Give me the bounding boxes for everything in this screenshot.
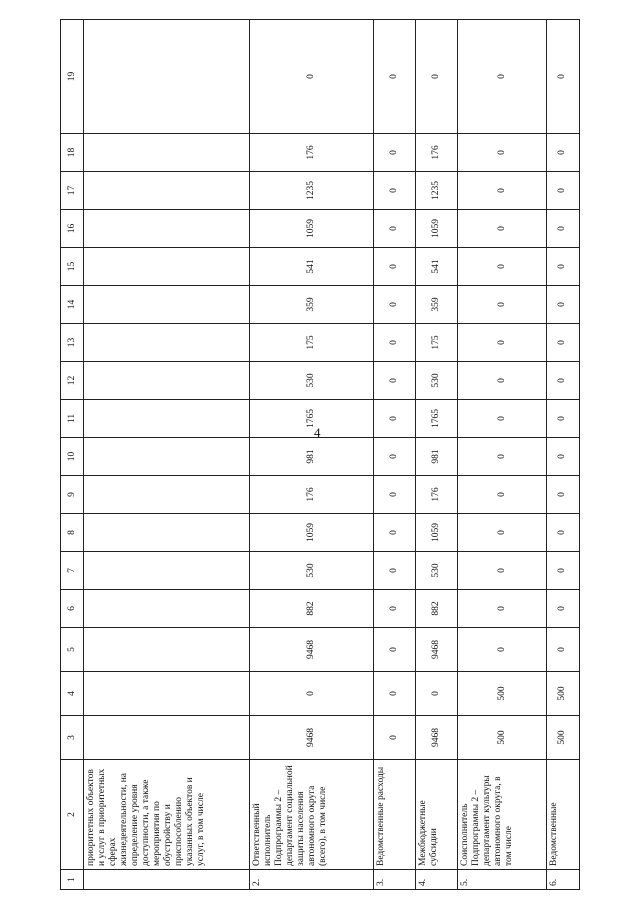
column-number: 13 xyxy=(61,324,84,362)
value-cell: 1235 xyxy=(250,172,374,210)
budget-table xyxy=(60,19,580,890)
value-cell: 0 xyxy=(458,172,547,210)
column-number: 8 xyxy=(61,514,84,552)
value-cell: 0 xyxy=(374,438,416,476)
value-cell: 175 xyxy=(416,324,458,362)
value-cell: 0 xyxy=(546,438,579,476)
value-cell: 541 xyxy=(416,248,458,286)
value-cell: 0 xyxy=(546,172,579,210)
row-name: приоритетных объектов и услуг в приоритетных сферах жизнедеятельности, на определение уровня доступности, а также мероприятия по обустройству и приспособлению указанных объектов и услуг, в том числе xyxy=(84,760,250,870)
table-row xyxy=(416,20,458,890)
value-cell xyxy=(84,362,250,400)
column-number: 17 xyxy=(61,172,84,210)
value-cell: 0 xyxy=(374,210,416,248)
value-cell xyxy=(84,438,250,476)
value-cell: 0 xyxy=(546,286,579,324)
value-cell: 9468 xyxy=(250,716,374,760)
row-name: Соисполнитель Подпрограммы 2 – департамент культуры автономного округа, в том числе xyxy=(458,760,547,870)
value-cell: 0 xyxy=(416,672,458,716)
table-body xyxy=(61,20,580,890)
value-cell xyxy=(84,514,250,552)
value-cell: 0 xyxy=(458,438,547,476)
value-cell: 500 xyxy=(546,716,579,760)
value-cell xyxy=(84,286,250,324)
table-row xyxy=(250,20,374,890)
value-cell: 0 xyxy=(546,324,579,362)
row-name: Ответственный исполнитель Подпрограммы 2 – департамент социальной защиты населения автономного округа (всего), в том числе xyxy=(250,760,374,870)
value-cell: 0 xyxy=(546,20,579,134)
column-number: 3 xyxy=(61,716,84,760)
row-name: Ведомственные расходы xyxy=(374,760,416,870)
value-cell: 0 xyxy=(546,514,579,552)
value-cell: 176 xyxy=(416,476,458,514)
column-number: 5 xyxy=(61,628,84,672)
column-number: 7 xyxy=(61,552,84,590)
column-number: 12 xyxy=(61,362,84,400)
column-number: 15 xyxy=(61,248,84,286)
value-cell: 0 xyxy=(546,248,579,286)
value-cell: 0 xyxy=(458,210,547,248)
value-cell: 500 xyxy=(546,672,579,716)
value-cell: 530 xyxy=(416,552,458,590)
value-cell: 0 xyxy=(374,286,416,324)
value-cell: 0 xyxy=(250,20,374,134)
value-cell: 0 xyxy=(546,590,579,628)
value-cell: 882 xyxy=(250,590,374,628)
row-name: Межбюджетные субсидии xyxy=(416,760,458,870)
column-number: 11 xyxy=(61,400,84,438)
value-cell xyxy=(84,324,250,362)
value-cell: 0 xyxy=(250,672,374,716)
row-number: 3. xyxy=(374,870,416,890)
column-number: 10 xyxy=(61,438,84,476)
row-name: Ведомственные xyxy=(546,760,579,870)
value-cell: 0 xyxy=(374,628,416,672)
value-cell xyxy=(84,672,250,716)
value-cell: 0 xyxy=(458,400,547,438)
value-cell: 0 xyxy=(546,628,579,672)
value-cell: 530 xyxy=(250,362,374,400)
table-row xyxy=(458,20,547,890)
column-number: 16 xyxy=(61,210,84,248)
table-row xyxy=(546,20,579,890)
value-cell: 176 xyxy=(250,134,374,172)
value-cell: 359 xyxy=(250,286,374,324)
value-cell: 0 xyxy=(374,248,416,286)
value-cell: 0 xyxy=(374,20,416,134)
value-cell: 0 xyxy=(458,324,547,362)
value-cell: 0 xyxy=(374,476,416,514)
value-cell xyxy=(84,628,250,672)
value-cell: 1059 xyxy=(250,210,374,248)
value-cell: 882 xyxy=(416,590,458,628)
value-cell xyxy=(84,400,250,438)
column-number-row xyxy=(61,20,84,890)
value-cell: 0 xyxy=(546,210,579,248)
value-cell: 0 xyxy=(546,134,579,172)
value-cell: 0 xyxy=(458,362,547,400)
value-cell: 9468 xyxy=(250,628,374,672)
value-cell: 176 xyxy=(416,134,458,172)
value-cell: 0 xyxy=(546,552,579,590)
value-cell xyxy=(84,716,250,760)
value-cell: 0 xyxy=(374,362,416,400)
value-cell: 530 xyxy=(250,552,374,590)
value-cell xyxy=(84,20,250,134)
row-number xyxy=(84,870,250,890)
value-cell: 0 xyxy=(458,134,547,172)
value-cell: 0 xyxy=(458,552,547,590)
value-cell: 1059 xyxy=(416,210,458,248)
value-cell: 0 xyxy=(374,324,416,362)
value-cell: 0 xyxy=(416,20,458,134)
table-row xyxy=(84,20,250,890)
value-cell: 0 xyxy=(546,362,579,400)
value-cell xyxy=(84,248,250,286)
value-cell: 1059 xyxy=(416,514,458,552)
column-number: 1 xyxy=(61,870,84,890)
value-cell: 359 xyxy=(416,286,458,324)
column-number: 4 xyxy=(61,672,84,716)
value-cell: 9468 xyxy=(416,716,458,760)
value-cell xyxy=(84,552,250,590)
value-cell: 1059 xyxy=(250,514,374,552)
row-number: 2. xyxy=(250,870,374,890)
value-cell: 0 xyxy=(546,400,579,438)
value-cell: 0 xyxy=(374,514,416,552)
value-cell: 9468 xyxy=(416,628,458,672)
rotated-table-wrapper xyxy=(60,20,580,890)
row-number: 6. xyxy=(546,870,579,890)
value-cell xyxy=(84,134,250,172)
value-cell: 1765 xyxy=(250,400,374,438)
value-cell: 0 xyxy=(458,286,547,324)
row-number: 5. xyxy=(458,870,547,890)
value-cell: 0 xyxy=(374,716,416,760)
value-cell: 0 xyxy=(374,134,416,172)
value-cell: 0 xyxy=(374,172,416,210)
value-cell xyxy=(84,590,250,628)
value-cell: 0 xyxy=(458,514,547,552)
value-cell: 981 xyxy=(416,438,458,476)
value-cell: 500 xyxy=(458,716,547,760)
value-cell: 500 xyxy=(458,672,547,716)
column-number: 6 xyxy=(61,590,84,628)
value-cell: 541 xyxy=(250,248,374,286)
column-number: 18 xyxy=(61,134,84,172)
value-cell: 0 xyxy=(374,590,416,628)
value-cell: 0 xyxy=(546,476,579,514)
column-number: 9 xyxy=(61,476,84,514)
value-cell: 0 xyxy=(458,20,547,134)
value-cell: 981 xyxy=(250,438,374,476)
value-cell: 0 xyxy=(374,552,416,590)
table-row xyxy=(374,20,416,890)
value-cell: 176 xyxy=(250,476,374,514)
column-number: 14 xyxy=(61,286,84,324)
value-cell: 0 xyxy=(374,672,416,716)
value-cell: 0 xyxy=(458,628,547,672)
value-cell: 0 xyxy=(374,400,416,438)
value-cell: 1235 xyxy=(416,172,458,210)
value-cell xyxy=(84,476,250,514)
value-cell: 0 xyxy=(458,248,547,286)
column-number: 19 xyxy=(61,20,84,134)
value-cell xyxy=(84,172,250,210)
value-cell: 1765 xyxy=(416,400,458,438)
value-cell: 0 xyxy=(458,476,547,514)
value-cell: 0 xyxy=(458,590,547,628)
column-number: 2 xyxy=(61,760,84,870)
value-cell xyxy=(84,210,250,248)
value-cell: 530 xyxy=(416,362,458,400)
page-number: 4 xyxy=(314,425,321,440)
row-number: 4. xyxy=(416,870,458,890)
value-cell: 175 xyxy=(250,324,374,362)
